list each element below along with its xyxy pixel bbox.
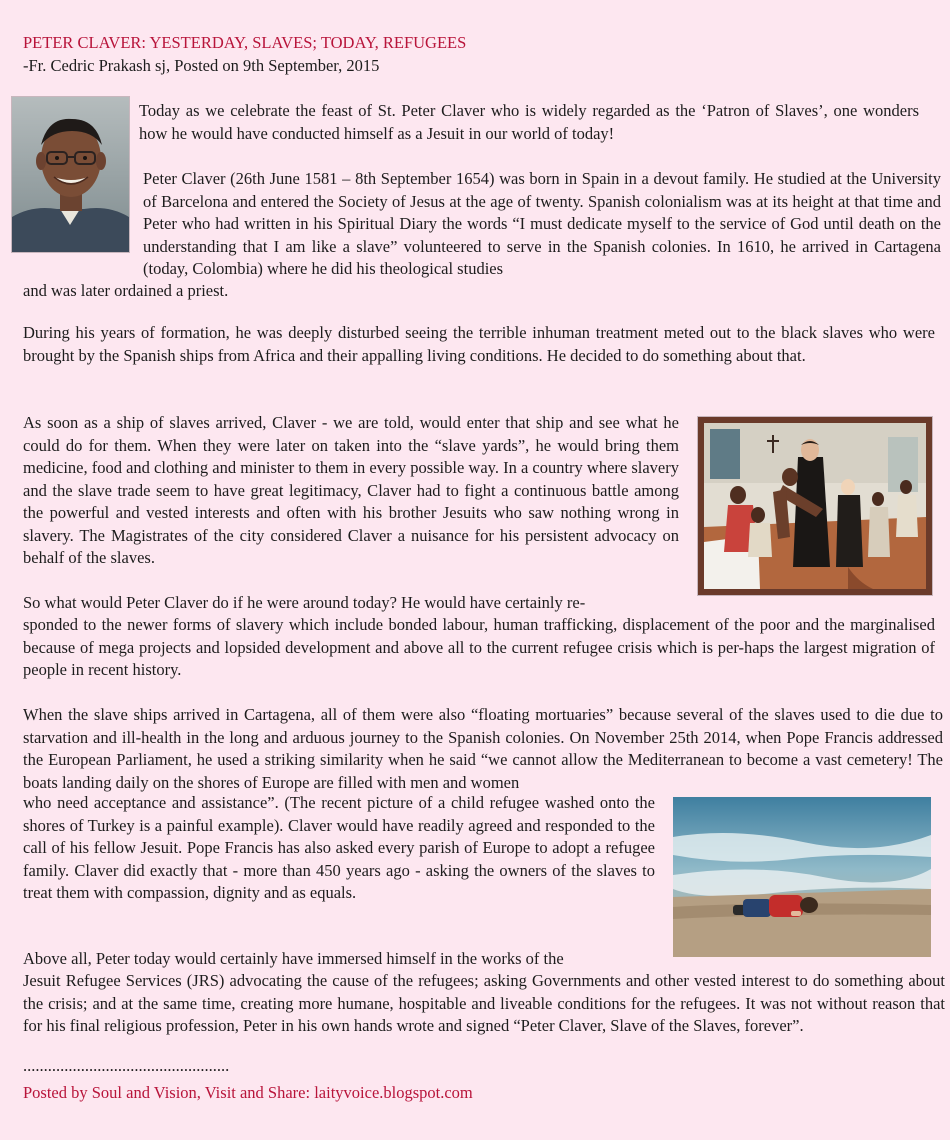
paragraph-today: sponded to the newer forms of slavery which include bonded labour, human trafficking, displacement of the poor and the marginalised because of mega projects and lopsided development and above all to the current refugee crisis which is per-haps the largest migration of people in recent history. bbox=[23, 615, 935, 679]
paragraph-refugee-family: who need acceptance and assistance”. (The recent picture of a child refugee washed onto the shores of Turkey is a painful example). Claver would have readily agreed and responded to the call of his fellow Jesuit. Pope Francis has also asked every parish of Europe to adopt a refugee family. Claver did exactly that - more than 450 years ago - asking the owners of the slaves to treat them with compassion, dignity and as equals. bbox=[23, 793, 655, 902]
article-title: PETER CLAVER: YESTERDAY, SLAVES; TODAY, REFUGEES bbox=[23, 33, 467, 52]
paragraph-formation: During his years of formation, he was deeply disturbed seeing the terrible inhuman treatment meted out to the black slaves who were brought by the Spanish ships from Africa and their appalling living conditions. He decided to do something about that. bbox=[23, 323, 935, 365]
author-photo bbox=[11, 96, 130, 253]
claver-painting bbox=[697, 416, 933, 596]
footer-posted-by: Posted by Soul and Vision, Visit and Share: laityvoice.blogspot.com bbox=[23, 1083, 473, 1102]
paragraph-ministry: As soon as a ship of slaves arrived, Claver - we are told, would enter that ship and see what he could do for them. When they were later on taken into the “slave yards”, he would bring them medicine, food and clothing and minister to them in every possible way. In a country where slavery and the slave trade seem to have great legitimacy, Claver had to fight a continuous battle among the powerful and vested interests and often with his brother Jesuits who saw nothing wrong in slavery. The Magistrates of the city considered Claver a nuisance for his persistent advocacy on behalf of the slaves. bbox=[23, 413, 679, 567]
paragraph-today-first-line: So what would Peter Claver do if he were around today? He would have certainly re- bbox=[23, 593, 586, 612]
separator-dots: .................................................. bbox=[23, 1056, 230, 1075]
paragraph-jrs: Jesuit Refugee Services (JRS) advocating the cause of the refugees; asking Governments and other vested interest to do something about the crisis; and at the same time, creating more humane, hospitable and liveable conditions for the refugees. It was not without reason that for his final religious profession, Peter in his own hands wrote and signed “Peter Claver, Slave of the Slaves, forever”. bbox=[23, 971, 945, 1035]
article-byline: -Fr. Cedric Prakash sj, Posted on 9th September, 2015 bbox=[23, 56, 380, 75]
refugee-photo bbox=[673, 797, 931, 957]
paragraph-jrs-first-line: Above all, Peter today would certainly have immersed himself in the works of the bbox=[23, 949, 564, 968]
paragraph-biography: Peter Claver (26th June 1581 – 8th September 1654) was born in Spain in a devout family. He studied at the University of Barcelona and entered the Society of Jesus at the age of twenty. Spanish colonialism was at its height at that time and Peter who had written in his Spiritual Diary the words “I must dedicate myself to the service of God until death on the understanding that I am like a slave” volunteered to serve in the Spanish colonies. In 1610, he arrived in Cartagena (today, Colombia) where he did his theological studies bbox=[143, 169, 941, 278]
paragraph-intro: Today as we celebrate the feast of St. Peter Claver who is widely regarded as the ‘Patron of Slaves’, one wonders how he would have conducted himself as a Jesuit in our world of today! bbox=[139, 101, 919, 143]
paragraph-biography-end: and was later ordained a priest. bbox=[23, 281, 229, 300]
paragraph-pope-francis: When the slave ships arrived in Cartagena, all of them were also “floating mortuaries” because several of the slaves used to die due to starvation and ill-health in the long and arduous journey to the Spanish colonies. On November 25th 2014, when Pope Francis addressed the European Parliament, he used a striking similarity when he said “we cannot allow the Mediterranean to become a vast cemetery! The boats landing daily on the shores of Europe are filled with men and women bbox=[23, 705, 943, 792]
